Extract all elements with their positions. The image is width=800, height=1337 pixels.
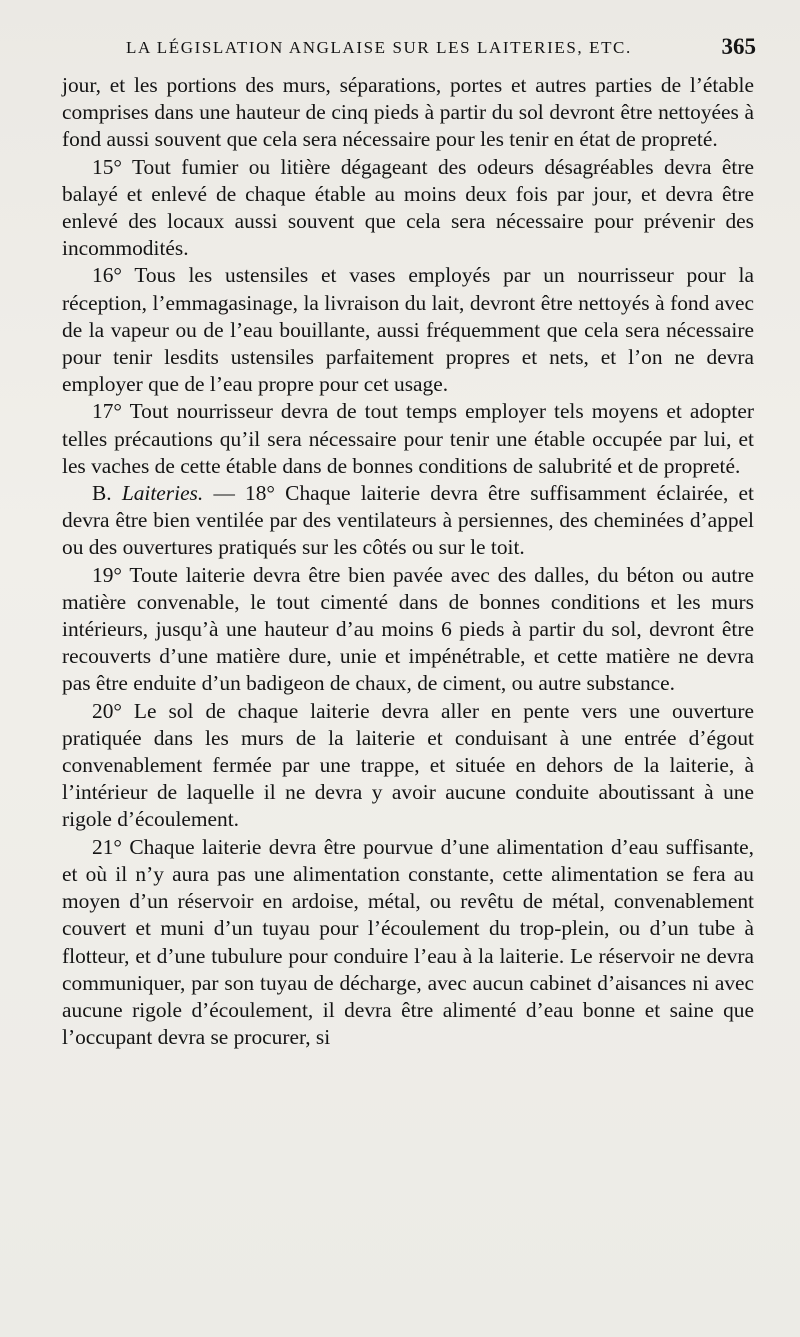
body-text xyxy=(62,72,754,1051)
section-label-laiteries: Laiteries. xyxy=(121,481,204,506)
article-18-text: — 18° Chaque laiterie devra être suffisamment éclairée, et devra être bien ventilée par des ventilateurs à persiennes, des cheminées d’appel ou des ouvertures pratiqués sur les côtés ou sur le toit. xyxy=(62,481,754,560)
paragraph-article-15: 15° Tout fumier ou litière dégageant des odeurs désagréables devra être balayé et enlevé de chaque étable au moins deux fois par jour, et devra être enlevé des locaux aussi souvent que cela sera nécessaire pour prévenir des incommodités. xyxy=(62,154,754,261)
paragraph-article-21: 21° Chaque laiterie devra être pourvue d’une alimentation d’eau suffisante, et où il n’y aura pas une alimentation constante, cette alimentation se fera au moyen d’un réservoir en ardoise, métal, ou revêtu de métal, convenablement couvert et muni d’un tuyau pour l’écoulement du trop-plein, ou d’un tube à flotteur, et d’une tubulure pour conduire l’eau à la laiterie. Le réservoir ne devra communiquer, par son tuyau de décharge, avec aucun cabinet d’aisances ni avec aucune rigole d’écoulement, il devra être alimenté d’eau bonne et saine que l’occupant devra se procurer, si xyxy=(62,834,754,1050)
paragraph-article-19: 19° Toute laiterie devra être bien pavée avec des dalles, du béton ou autre matière convenable, le tout cimenté dans de bonnes conditions et les murs intérieurs, jusqu’à une hauteur d’au moins 6 pieds à partir du sol, devront être recouverts d’une matière dure, unie et impénétrable, et cette matière ne devra pas être enduite d’un badigeon de chaux, de ciment, ou autre substance. xyxy=(62,562,754,696)
paragraph-continued: jour, et les portions des murs, séparations, portes et autres parties de l’étable comprises dans une hauteur de cinq pieds à partir du sol devront être nettoyées à fond aussi souvent que cela sera nécessaire pour les tenir en état de propreté. xyxy=(62,73,754,152)
paragraph-article-18 xyxy=(62,480,754,562)
paragraph-article-20: 20° Le sol de chaque laiterie devra aller en pente vers une ouverture pratiquée dans les murs de la laiterie et conduisant à une entrée d’égout convenablement fermée par une trappe, et située en dehors de la laiterie, à l’intérieur de laquelle il ne devra y avoir aucune conduite aboutissant à une rigole d’écoulement. xyxy=(62,698,754,832)
section-prefix: B. xyxy=(92,481,122,506)
page-number: 365 xyxy=(721,34,756,59)
running-title: LA LÉGISLATION ANGLAISE SUR LES LAITERIES, ETC. xyxy=(126,38,632,57)
running-header xyxy=(60,34,756,66)
paragraph-article-17: 17° Tout nourrisseur devra de tout temps employer tels moyens et adopter telles précautions qu’il sera nécessaire pour tenir une étable occupée par lui, et les vaches de cette étable dans de bonnes conditions de salubrité et de propreté. xyxy=(62,399,754,478)
paragraph-article-16: 16° Tous les ustensiles et vases employés par un nourrisseur pour la réception, l’emmagasinage, la livraison du lait, devront être nettoyés à fond avec de la vapeur ou de l’eau bouillante, aussi fréquemment que cela sera nécessaire pour tenir lesdits ustensiles parfaitement propres et nets, et l’on ne devra employer que de l’eau propre pour cet usage. xyxy=(62,263,754,397)
